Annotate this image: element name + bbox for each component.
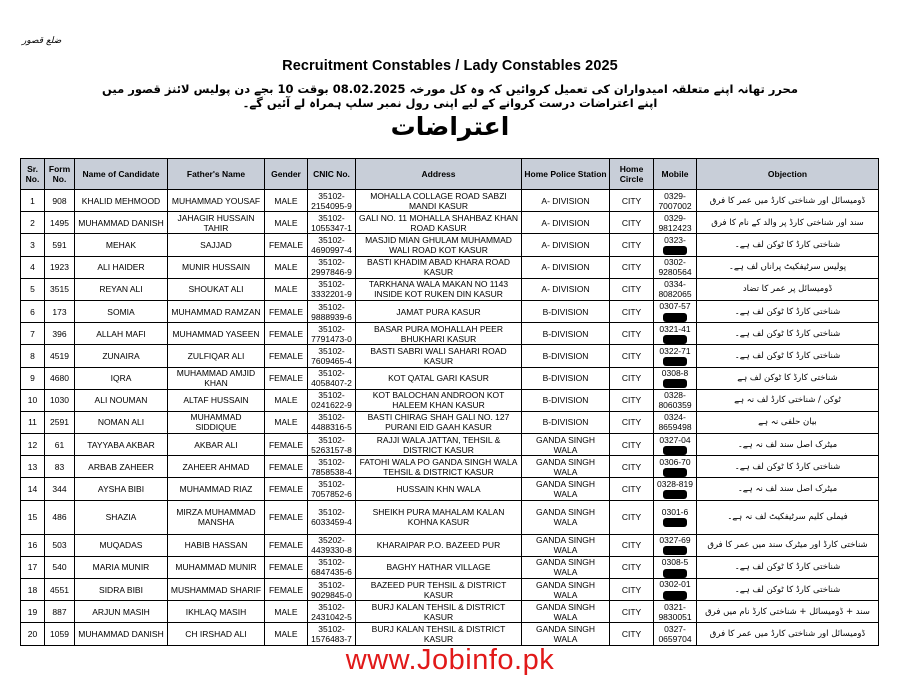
cell-address: GALI NO. 11 MOHALLA SHAHBAZ KHAN ROAD KASUR <box>356 212 522 234</box>
cell-objection: شناختی کارڈ کا ٹوکن لف ہے۔ <box>697 556 879 578</box>
cell-sr: 17 <box>21 556 45 578</box>
cell-sr: 16 <box>21 534 45 556</box>
district-label: ضلع قصور <box>22 36 62 46</box>
cell-candidate-name: ALLAH MAFI <box>75 323 168 345</box>
cell-objection: شناختی کارڈ کا ٹوکن لف ہے۔ <box>697 345 879 367</box>
cell-sr: 11 <box>21 411 45 433</box>
cell-father-name: JAHAGIR HUSSAIN TAHIR <box>168 212 265 234</box>
cell-police-station: A- DIVISION <box>522 256 610 278</box>
cell-form-no: 61 <box>45 434 75 456</box>
cell-circle: CITY <box>610 478 654 500</box>
watermark: www.Jobinfo.pk <box>345 644 555 676</box>
cell-candidate-name: ALI HAIDER <box>75 256 168 278</box>
cell-circle: CITY <box>610 500 654 534</box>
cell-address: BAZEED PUR TEHSIL & DISTRICT KASUR <box>356 579 522 601</box>
cell-cnic: 35102-2154095-9 <box>308 190 356 212</box>
mobile-partial: 0302-01 <box>659 579 691 590</box>
cell-candidate-name: MUHAMMAD DANISH <box>75 212 168 234</box>
col-name: Name of Candidate <box>75 159 168 190</box>
cell-mobile <box>654 579 697 601</box>
cell-cnic: 35102-7791473-0 <box>308 323 356 345</box>
cell-candidate-name: REYAN ALI <box>75 278 168 300</box>
cell-mobile <box>654 345 697 367</box>
cell-form-no: 1030 <box>45 389 75 411</box>
cell-gender: MALE <box>265 278 308 300</box>
cell-objection: میٹرک اصل سند لف نہ ہے۔ <box>697 434 879 456</box>
redaction-mark <box>663 246 687 255</box>
cell-candidate-name: SHAZIA <box>75 500 168 534</box>
cell-gender: MALE <box>265 623 308 645</box>
table-row <box>21 579 879 601</box>
cell-form-no: 540 <box>45 556 75 578</box>
mobile-partial: 0308-8 <box>661 367 689 378</box>
table-row <box>21 534 879 556</box>
cell-objection: شناختی کارڈ کا ٹوکن لف ہے۔ <box>697 323 879 345</box>
cell-police-station: B-DIVISION <box>522 300 610 322</box>
cell-police-station: GANDA SINGH WALA <box>522 601 610 623</box>
cell-mobile: 0334-8082065 <box>654 278 697 300</box>
cell-candidate-name: AYSHA BIBI <box>75 478 168 500</box>
cell-cnic: 35102-7057852-6 <box>308 478 356 500</box>
cell-objection: پولیس سرٹیفکیٹ پراناں لف ہے۔ <box>697 256 879 278</box>
cell-cnic: 35102-4690997-4 <box>308 234 356 256</box>
cell-mobile: 0329-9812423 <box>654 212 697 234</box>
cell-address: BURJ KALAN TEHSIL & DISTRICT KASUR <box>356 601 522 623</box>
cell-gender: FEMALE <box>265 434 308 456</box>
mobile-partial: 0308-5 <box>661 557 689 568</box>
cell-candidate-name: MEHAK <box>75 234 168 256</box>
redaction-mark <box>663 313 687 322</box>
cell-mobile <box>654 456 697 478</box>
mobile-partial: 0322-71 <box>659 345 691 356</box>
table-row <box>21 411 879 433</box>
cell-gender: MALE <box>265 389 308 411</box>
col-objection: Objection <box>697 159 879 190</box>
col-father: Father's Name <box>168 159 265 190</box>
cell-father-name: MUNIR HUSSAIN <box>168 256 265 278</box>
col-form: Form No. <box>45 159 75 190</box>
table-row <box>21 556 879 578</box>
cell-mobile <box>654 556 697 578</box>
redaction-mark <box>663 569 687 578</box>
col-sr: Sr. No. <box>21 159 45 190</box>
cell-cnic: 35102-9888939-6 <box>308 300 356 322</box>
cell-objection: بیان حلفی نہ ہے <box>697 411 879 433</box>
cell-candidate-name: IQRA <box>75 367 168 389</box>
cell-mobile <box>654 478 697 500</box>
cell-form-no: 1923 <box>45 256 75 278</box>
cell-cnic: 35102-2431042-5 <box>308 601 356 623</box>
redaction-mark <box>663 591 687 600</box>
cell-circle: CITY <box>610 411 654 433</box>
cell-mobile: 0327-0659704 <box>654 623 697 645</box>
cell-mobile <box>654 500 697 534</box>
cell-form-no: 887 <box>45 601 75 623</box>
cell-circle: CITY <box>610 389 654 411</box>
cell-candidate-name: ARBAB ZAHEER <box>75 456 168 478</box>
table-row <box>21 601 879 623</box>
page-title: Recruitment Constables / Lady Constables 2025 <box>282 58 618 74</box>
cell-circle: CITY <box>610 190 654 212</box>
cell-circle: CITY <box>610 579 654 601</box>
cell-circle: CITY <box>610 534 654 556</box>
cell-police-station: A- DIVISION <box>522 212 610 234</box>
cell-gender: MALE <box>265 256 308 278</box>
cell-circle: CITY <box>610 367 654 389</box>
cell-gender: FEMALE <box>265 300 308 322</box>
cell-objection: شناختی کارڈ کا ٹوکن لف ہے۔ <box>697 234 879 256</box>
cell-address: FATOHI WALA PO GANDA SINGH WALA TEHSIL & DISTRICT KASUR <box>356 456 522 478</box>
mobile-partial: 0327-04 <box>659 434 691 445</box>
cell-form-no: 396 <box>45 323 75 345</box>
cell-address: SHEIKH PURA MAHALAM KALAN KOHNA KASUR <box>356 500 522 534</box>
cell-circle: CITY <box>610 300 654 322</box>
cell-form-no: 1495 <box>45 212 75 234</box>
cell-cnic: 35102-4058407-2 <box>308 367 356 389</box>
cell-candidate-name: SOMIA <box>75 300 168 322</box>
cell-gender: FEMALE <box>265 534 308 556</box>
cell-address: BASAR PURA MOHALLAH PEER BHUKHARI KASUR <box>356 323 522 345</box>
cell-police-station: GANDA SINGH WALA <box>522 500 610 534</box>
cell-circle: CITY <box>610 212 654 234</box>
cell-sr: 6 <box>21 300 45 322</box>
mobile-partial: 0321-41 <box>659 323 691 334</box>
cell-police-station: GANDA SINGH WALA <box>522 623 610 645</box>
cell-cnic: 35102-6847435-6 <box>308 556 356 578</box>
table-header-row <box>21 159 879 190</box>
table-row <box>21 323 879 345</box>
col-mobile: Mobile <box>654 159 697 190</box>
redaction-mark <box>663 518 687 527</box>
cell-form-no: 83 <box>45 456 75 478</box>
cell-mobile: 0302-9280564 <box>654 256 697 278</box>
mobile-partial: 0328-819 <box>657 478 693 489</box>
cell-objection: شناختی کارڈ اور میٹرک سند میں عمر کا فرق <box>697 534 879 556</box>
cell-father-name: MUHAMMAD YOUSAF <box>168 190 265 212</box>
cell-objection: سند + ڈومیسائل + شناختی کارڈ نام میں فرق <box>697 601 879 623</box>
cell-gender: FEMALE <box>265 500 308 534</box>
cell-address: HUSSAIN KHN WALA <box>356 478 522 500</box>
cell-sr: 18 <box>21 579 45 601</box>
cell-sr: 1 <box>21 190 45 212</box>
table-row <box>21 500 879 534</box>
table-row <box>21 190 879 212</box>
cell-address: KHARAIPAR P.O. BAZEED PUR <box>356 534 522 556</box>
cell-form-no: 4519 <box>45 345 75 367</box>
cell-address: RAJJI WALA JATTAN, TEHSIL & DISTRICT KASUR <box>356 434 522 456</box>
cell-address: MASJID MIAN GHULAM MUHAMMAD WALI ROAD KOT KASUR <box>356 234 522 256</box>
table-row <box>21 456 879 478</box>
cell-candidate-name: MUHAMMAD DANISH <box>75 623 168 645</box>
cell-mobile <box>654 534 697 556</box>
redaction-mark <box>663 546 687 555</box>
cell-objection: شناختی کارڈ کا ٹوکن لف ہے۔ <box>697 579 879 601</box>
notice-text: محرر تھانہ اپنے متعلقہ امیدواران کی تعمیل کروائیں کہ وہ کل مورخہ 08.02.2025 بوقت 10 بجے دن پولیس لائنز قصور میں اپنے اعتراضات درست کروانے کے لیے اپنی رول نمبر سلپ ہمراہ لے آئیں گے۔ <box>102 82 798 110</box>
cell-address: BASTI SABRI WALI SAHARI ROAD KASUR <box>356 345 522 367</box>
cell-form-no: 1059 <box>45 623 75 645</box>
cell-objection: ڈومیسائل اور شناختی کارڈ میں عمر کا فرق <box>697 623 879 645</box>
objections-heading: اعتراضات <box>390 112 510 141</box>
cell-form-no: 4680 <box>45 367 75 389</box>
table-row <box>21 345 879 367</box>
cell-objection: ڈومیسائل پر عمر کا تضاد <box>697 278 879 300</box>
table-row <box>21 234 879 256</box>
cell-sr: 14 <box>21 478 45 500</box>
cell-mobile: 0321-9830051 <box>654 601 697 623</box>
cell-mobile <box>654 300 697 322</box>
cell-form-no: 4551 <box>45 579 75 601</box>
cell-father-name: MUHAMMAD YASEEN <box>168 323 265 345</box>
cell-police-station: A- DIVISION <box>522 190 610 212</box>
cell-circle: CITY <box>610 456 654 478</box>
cell-father-name: ZULFIQAR ALI <box>168 345 265 367</box>
cell-mobile: 0324-8659498 <box>654 411 697 433</box>
table-row <box>21 623 879 645</box>
cell-police-station: A- DIVISION <box>522 234 610 256</box>
cell-circle: CITY <box>610 234 654 256</box>
cell-gender: FEMALE <box>265 556 308 578</box>
cell-form-no: 503 <box>45 534 75 556</box>
cell-address: BAGHY HATHAR VILLAGE <box>356 556 522 578</box>
cell-objection: میٹرک اصل سند لف نہ ہے۔ <box>697 478 879 500</box>
cell-police-station: B-DIVISION <box>522 323 610 345</box>
cell-address: TARKHANA WALA MAKAN NO 1143 INSIDE KOT RUKEN DIN KASUR <box>356 278 522 300</box>
cell-police-station: GANDA SINGH WALA <box>522 434 610 456</box>
table-row <box>21 278 879 300</box>
mobile-partial: 0307-57 <box>659 301 691 312</box>
cell-sr: 4 <box>21 256 45 278</box>
cell-circle: CITY <box>610 556 654 578</box>
cell-form-no: 3515 <box>45 278 75 300</box>
cell-mobile: 0328-8060359 <box>654 389 697 411</box>
cell-father-name: ALTAF HUSSAIN <box>168 389 265 411</box>
cell-cnic: 35202-4439330-8 <box>308 534 356 556</box>
cell-father-name: MUHAMMAD RAMZAN <box>168 300 265 322</box>
cell-father-name: MUHAMMAD MUNIR <box>168 556 265 578</box>
cell-candidate-name: TAYYABA AKBAR <box>75 434 168 456</box>
cell-cnic: 35102-1576483-7 <box>308 623 356 645</box>
cell-form-no: 344 <box>45 478 75 500</box>
cell-form-no: 173 <box>45 300 75 322</box>
cell-cnic: 35102-6033459-4 <box>308 500 356 534</box>
cell-father-name: MUHAMMAD SIDDIQUE <box>168 411 265 433</box>
cell-objection: ڈومیسائل اور شناختی کارڈ میں عمر کا فرق <box>697 190 879 212</box>
cell-cnic: 35102-2997846-9 <box>308 256 356 278</box>
cell-police-station: B-DIVISION <box>522 367 610 389</box>
cell-circle: CITY <box>610 256 654 278</box>
cell-mobile <box>654 234 697 256</box>
cell-police-station: GANDA SINGH WALA <box>522 478 610 500</box>
cell-police-station: GANDA SINGH WALA <box>522 579 610 601</box>
cell-candidate-name: MARIA MUNIR <box>75 556 168 578</box>
cell-mobile <box>654 367 697 389</box>
cell-police-station: B-DIVISION <box>522 345 610 367</box>
mobile-partial: 0306-70 <box>659 456 691 467</box>
cell-address: KOT QATAL GARI KASUR <box>356 367 522 389</box>
cell-circle: CITY <box>610 601 654 623</box>
cell-address: BASTI CHIRAG SHAH GALI NO. 127 PURANI EID GAAH KASUR <box>356 411 522 433</box>
mobile-partial: 0301-6 <box>661 507 689 517</box>
cell-form-no: 591 <box>45 234 75 256</box>
cell-father-name: SHOUKAT ALI <box>168 278 265 300</box>
cell-candidate-name: SIDRA BIBI <box>75 579 168 601</box>
cell-cnic: 35102-7609465-4 <box>308 345 356 367</box>
cell-objection: شناختی کارڈ کا ٹوکن لف ہے <box>697 367 879 389</box>
cell-cnic: 35102-0241622-9 <box>308 389 356 411</box>
redaction-mark <box>663 490 687 499</box>
cell-gender: FEMALE <box>265 456 308 478</box>
cell-police-station: A- DIVISION <box>522 278 610 300</box>
cell-sr: 20 <box>21 623 45 645</box>
cell-cnic: 35102-1055347-1 <box>308 212 356 234</box>
cell-objection: ٹوکن / شناختی کارڈ لف نہ ہے <box>697 389 879 411</box>
cell-police-station: GANDA SINGH WALA <box>522 534 610 556</box>
cell-candidate-name: NOMAN ALI <box>75 411 168 433</box>
cell-sr: 15 <box>21 500 45 534</box>
cell-cnic: 35102-3332201-9 <box>308 278 356 300</box>
cell-sr: 8 <box>21 345 45 367</box>
table-row <box>21 389 879 411</box>
cell-father-name: CH IRSHAD ALI <box>168 623 265 645</box>
cell-mobile <box>654 434 697 456</box>
cell-sr: 5 <box>21 278 45 300</box>
cell-cnic: 35102-9029845-0 <box>308 579 356 601</box>
cell-police-station: B-DIVISION <box>522 411 610 433</box>
redaction-mark <box>663 379 687 388</box>
cell-sr: 3 <box>21 234 45 256</box>
cell-gender: FEMALE <box>265 367 308 389</box>
cell-father-name: ZAHEER AHMAD <box>168 456 265 478</box>
redaction-mark <box>663 446 687 455</box>
col-station: Home Police Station <box>522 159 610 190</box>
cell-circle: CITY <box>610 323 654 345</box>
col-address: Address <box>356 159 522 190</box>
cell-police-station: GANDA SINGH WALA <box>522 556 610 578</box>
col-circle: Home Circle <box>610 159 654 190</box>
cell-police-station: B-DIVISION <box>522 389 610 411</box>
cell-father-name: HABIB HASSAN <box>168 534 265 556</box>
candidates-table <box>20 158 879 646</box>
cell-circle: CITY <box>610 623 654 645</box>
table-row <box>21 300 879 322</box>
cell-objection: شناختی کارڈ کا ٹوکن لف ہے۔ <box>697 300 879 322</box>
cell-objection: سند اور شناختی کارڈ پر والد کے نام کا فرق <box>697 212 879 234</box>
cell-mobile <box>654 323 697 345</box>
cell-address: JAMAT PURA KASUR <box>356 300 522 322</box>
mobile-partial: 0323- <box>664 234 686 245</box>
cell-address: MOHALLA COLLAGE ROAD SABZI MANDI KASUR <box>356 190 522 212</box>
cell-objection: فیملی کلیم سرٹیفکیٹ لف نہ ہے۔ <box>697 500 879 534</box>
cell-gender: MALE <box>265 212 308 234</box>
cell-circle: CITY <box>610 345 654 367</box>
col-gender: Gender <box>265 159 308 190</box>
cell-father-name: MUHAMMAD RIAZ <box>168 478 265 500</box>
cell-circle: CITY <box>610 434 654 456</box>
cell-cnic: 35102-7858538-4 <box>308 456 356 478</box>
cell-candidate-name: ARJUN MASIH <box>75 601 168 623</box>
cell-father-name: IKHLAQ MASIH <box>168 601 265 623</box>
cell-father-name: MUHAMMAD AMJID KHAN <box>168 367 265 389</box>
cell-form-no: 908 <box>45 190 75 212</box>
cell-gender: FEMALE <box>265 478 308 500</box>
cell-sr: 12 <box>21 434 45 456</box>
cell-form-no: 486 <box>45 500 75 534</box>
table-row <box>21 256 879 278</box>
cell-candidate-name: ALI NOUMAN <box>75 389 168 411</box>
cell-objection: شناختی کارڈ کا ٹوکن لف ہے۔ <box>697 456 879 478</box>
cell-mobile: 0329-7007002 <box>654 190 697 212</box>
col-cnic: CNIC No. <box>308 159 356 190</box>
redaction-mark <box>663 335 687 344</box>
cell-address: BURJ KALAN TEHSIL & DISTRICT KASUR <box>356 623 522 645</box>
cell-cnic: 35102-4488316-5 <box>308 411 356 433</box>
cell-sr: 9 <box>21 367 45 389</box>
cell-candidate-name: ZUNAIRA <box>75 345 168 367</box>
cell-cnic: 35102-5263157-8 <box>308 434 356 456</box>
cell-gender: MALE <box>265 601 308 623</box>
cell-gender: FEMALE <box>265 234 308 256</box>
redaction-mark <box>663 468 687 477</box>
table-row <box>21 212 879 234</box>
cell-candidate-name: MUQADAS <box>75 534 168 556</box>
cell-gender: FEMALE <box>265 345 308 367</box>
cell-father-name: AKBAR ALI <box>168 434 265 456</box>
cell-sr: 7 <box>21 323 45 345</box>
cell-sr: 19 <box>21 601 45 623</box>
cell-sr: 10 <box>21 389 45 411</box>
cell-gender: FEMALE <box>265 579 308 601</box>
cell-address: KOT BALOCHAN ANDROON KOT HALEEM KHAN KASUR <box>356 389 522 411</box>
table-row <box>21 434 879 456</box>
table-row <box>21 367 879 389</box>
mobile-partial: 0327-69 <box>659 535 691 546</box>
cell-gender: FEMALE <box>265 323 308 345</box>
cell-sr: 2 <box>21 212 45 234</box>
cell-gender: MALE <box>265 411 308 433</box>
cell-father-name: SAJJAD <box>168 234 265 256</box>
redaction-mark <box>663 357 687 366</box>
table-row <box>21 478 879 500</box>
cell-gender: MALE <box>265 190 308 212</box>
cell-address: BASTI KHADIM ABAD KHARA ROAD KASUR <box>356 256 522 278</box>
cell-form-no: 2591 <box>45 411 75 433</box>
cell-father-name: MUSHAMMAD SHARIF <box>168 579 265 601</box>
cell-sr: 13 <box>21 456 45 478</box>
cell-candidate-name: KHALID MEHMOOD <box>75 190 168 212</box>
cell-police-station: GANDA SINGH WALA <box>522 456 610 478</box>
cell-father-name: MIRZA MUHAMMAD MANSHA <box>168 500 265 534</box>
cell-circle: CITY <box>610 278 654 300</box>
